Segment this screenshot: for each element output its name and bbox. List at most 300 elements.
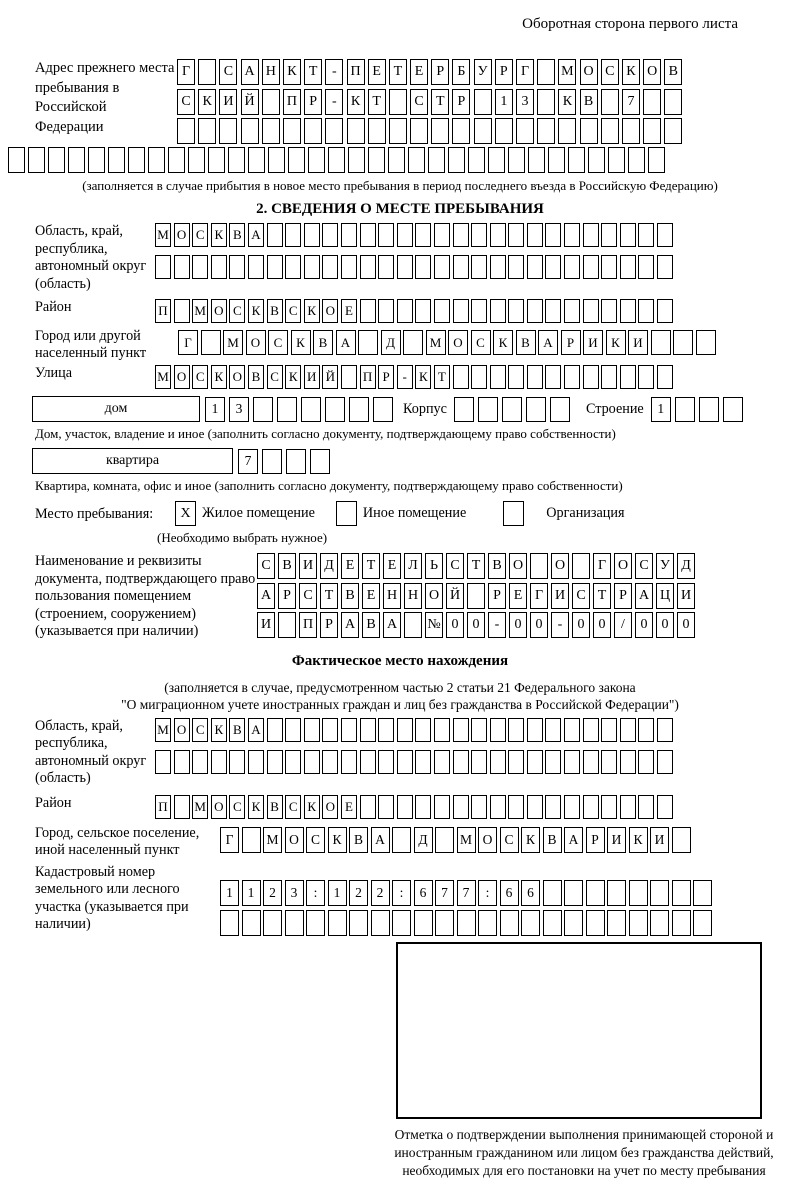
char-cell[interactable]: Е xyxy=(410,59,428,85)
char-cell[interactable]: К xyxy=(285,365,301,389)
char-cell[interactable]: 1 xyxy=(651,397,671,422)
char-cell[interactable] xyxy=(242,827,261,853)
char-cell[interactable] xyxy=(198,118,216,144)
char-cell[interactable]: Г xyxy=(530,583,548,609)
char-cell[interactable] xyxy=(586,910,605,936)
char-cell[interactable]: О xyxy=(174,365,190,389)
char-cell[interactable] xyxy=(527,750,543,774)
checkbox-other-premises[interactable] xyxy=(336,501,357,526)
char-cell[interactable] xyxy=(657,255,673,279)
char-cell[interactable] xyxy=(568,147,585,173)
char-cell[interactable]: К xyxy=(198,89,216,115)
char-cell[interactable]: 1 xyxy=(205,397,225,422)
char-cell[interactable]: Е xyxy=(509,583,527,609)
char-cell[interactable] xyxy=(457,910,476,936)
char-cell[interactable] xyxy=(211,255,227,279)
char-cell[interactable] xyxy=(478,910,497,936)
char-cell[interactable]: К xyxy=(304,795,320,819)
char-cell[interactable] xyxy=(219,118,237,144)
char-cell[interactable]: Й xyxy=(241,89,259,115)
char-cell[interactable]: Д xyxy=(381,330,401,355)
char-cell[interactable] xyxy=(415,223,431,247)
char-cell[interactable]: С xyxy=(192,223,208,247)
char-cell[interactable]: П xyxy=(299,612,317,638)
char-cell[interactable]: В xyxy=(278,553,296,579)
char-cell[interactable] xyxy=(177,118,195,144)
char-cell[interactable]: С xyxy=(192,365,208,389)
char-cell[interactable]: 1 xyxy=(242,880,261,906)
char-cell[interactable]: К xyxy=(521,827,540,853)
char-cell[interactable] xyxy=(545,718,561,742)
char-cell[interactable] xyxy=(148,147,165,173)
char-cell[interactable] xyxy=(434,795,450,819)
char-cell[interactable] xyxy=(601,89,619,115)
char-cell[interactable] xyxy=(453,718,469,742)
char-cell[interactable]: М xyxy=(155,365,171,389)
char-cell[interactable] xyxy=(620,223,636,247)
char-cell[interactable] xyxy=(643,89,661,115)
char-cell[interactable] xyxy=(392,827,411,853)
char-cell[interactable] xyxy=(601,223,617,247)
char-cell[interactable] xyxy=(322,718,338,742)
char-cell[interactable] xyxy=(648,147,665,173)
char-cell[interactable]: Н xyxy=(262,59,280,85)
char-cell[interactable] xyxy=(341,750,357,774)
char-cell[interactable]: Е xyxy=(341,299,357,323)
char-cell[interactable] xyxy=(452,118,470,144)
char-cell[interactable] xyxy=(490,718,506,742)
char-cell[interactable] xyxy=(388,147,405,173)
char-cell[interactable] xyxy=(378,750,394,774)
char-cell[interactable]: О xyxy=(174,223,190,247)
char-cell[interactable] xyxy=(435,827,454,853)
char-cell[interactable]: В xyxy=(313,330,333,355)
char-cell[interactable]: И xyxy=(650,827,669,853)
char-cell[interactable] xyxy=(268,147,285,173)
char-cell[interactable]: Т xyxy=(304,59,322,85)
char-cell[interactable] xyxy=(490,795,506,819)
char-cell[interactable] xyxy=(283,118,301,144)
char-cell[interactable] xyxy=(368,147,385,173)
char-cell[interactable]: В xyxy=(229,223,245,247)
char-cell[interactable] xyxy=(490,299,506,323)
char-cell[interactable]: О xyxy=(425,583,443,609)
char-cell[interactable] xyxy=(198,59,216,85)
char-cell[interactable]: Р xyxy=(495,59,513,85)
char-cell[interactable] xyxy=(454,397,474,422)
char-cell[interactable]: М xyxy=(457,827,476,853)
char-cell[interactable]: И xyxy=(551,583,569,609)
char-cell[interactable]: Е xyxy=(383,553,401,579)
char-cell[interactable] xyxy=(675,397,695,422)
char-cell[interactable] xyxy=(415,718,431,742)
char-cell[interactable] xyxy=(564,795,580,819)
char-cell[interactable] xyxy=(564,718,580,742)
char-cell[interactable]: Р xyxy=(378,365,394,389)
char-cell[interactable] xyxy=(304,255,320,279)
char-cell[interactable] xyxy=(453,365,469,389)
char-cell[interactable]: 0 xyxy=(467,612,485,638)
char-cell[interactable]: М xyxy=(155,718,171,742)
char-cell[interactable] xyxy=(378,299,394,323)
char-cell[interactable] xyxy=(583,795,599,819)
char-cell[interactable] xyxy=(601,255,617,279)
char-cell[interactable]: И xyxy=(583,330,603,355)
char-cell[interactable] xyxy=(620,255,636,279)
char-cell[interactable]: Р xyxy=(278,583,296,609)
char-cell[interactable] xyxy=(723,397,743,422)
char-cell[interactable] xyxy=(404,612,422,638)
char-cell[interactable]: К xyxy=(211,365,227,389)
char-cell[interactable] xyxy=(657,299,673,323)
char-cell[interactable] xyxy=(586,880,605,906)
char-cell[interactable] xyxy=(434,299,450,323)
char-cell[interactable]: У xyxy=(656,553,674,579)
char-cell[interactable] xyxy=(192,255,208,279)
char-cell[interactable] xyxy=(341,365,357,389)
char-cell[interactable]: С xyxy=(601,59,619,85)
char-cell[interactable] xyxy=(28,147,45,173)
char-cell[interactable] xyxy=(657,750,673,774)
char-cell[interactable]: Т xyxy=(368,89,386,115)
char-cell[interactable]: П xyxy=(155,299,171,323)
char-cell[interactable] xyxy=(537,89,555,115)
char-cell[interactable]: К xyxy=(347,89,365,115)
char-cell[interactable]: К xyxy=(283,59,301,85)
char-cell[interactable] xyxy=(588,147,605,173)
char-cell[interactable]: В xyxy=(664,59,682,85)
char-cell[interactable]: - xyxy=(551,612,569,638)
char-cell[interactable]: Т xyxy=(362,553,380,579)
char-cell[interactable] xyxy=(301,397,321,422)
char-cell[interactable] xyxy=(288,147,305,173)
char-cell[interactable] xyxy=(397,750,413,774)
char-cell[interactable]: С xyxy=(257,553,275,579)
char-cell[interactable]: В xyxy=(543,827,562,853)
char-cell[interactable]: П xyxy=(155,795,171,819)
char-cell[interactable]: 1 xyxy=(220,880,239,906)
char-cell[interactable] xyxy=(248,255,264,279)
char-cell[interactable] xyxy=(638,718,654,742)
char-cell[interactable] xyxy=(306,910,325,936)
char-cell[interactable]: Д xyxy=(414,827,433,853)
char-cell[interactable] xyxy=(527,255,543,279)
char-cell[interactable]: С xyxy=(410,89,428,115)
char-cell[interactable]: М xyxy=(155,223,171,247)
char-cell[interactable]: 6 xyxy=(500,880,519,906)
char-cell[interactable] xyxy=(545,795,561,819)
char-cell[interactable]: 2 xyxy=(263,880,282,906)
char-cell[interactable] xyxy=(304,223,320,247)
char-cell[interactable] xyxy=(415,255,431,279)
char-cell[interactable]: Д xyxy=(320,553,338,579)
char-cell[interactable] xyxy=(453,750,469,774)
char-cell[interactable]: С xyxy=(500,827,519,853)
char-cell[interactable]: 0 xyxy=(635,612,653,638)
char-cell[interactable] xyxy=(545,255,561,279)
char-cell[interactable] xyxy=(267,223,283,247)
char-cell[interactable]: А xyxy=(241,59,259,85)
char-cell[interactable] xyxy=(397,255,413,279)
char-cell[interactable] xyxy=(564,223,580,247)
checkbox-residential[interactable]: X xyxy=(175,501,196,526)
char-cell[interactable]: С xyxy=(471,330,491,355)
char-cell[interactable] xyxy=(360,299,376,323)
char-cell[interactable] xyxy=(267,750,283,774)
char-cell[interactable]: М xyxy=(192,299,208,323)
char-cell[interactable] xyxy=(434,718,450,742)
char-cell[interactable]: Р xyxy=(431,59,449,85)
char-cell[interactable]: Т xyxy=(320,583,338,609)
char-cell[interactable]: 7 xyxy=(435,880,454,906)
char-cell[interactable]: 7 xyxy=(238,449,258,474)
char-cell[interactable]: 6 xyxy=(521,880,540,906)
char-cell[interactable] xyxy=(537,59,555,85)
char-cell[interactable]: С xyxy=(229,299,245,323)
char-cell[interactable]: С xyxy=(635,553,653,579)
char-cell[interactable] xyxy=(545,750,561,774)
char-cell[interactable] xyxy=(304,118,322,144)
char-cell[interactable] xyxy=(414,910,433,936)
char-cell[interactable] xyxy=(304,750,320,774)
char-cell[interactable] xyxy=(108,147,125,173)
char-cell[interactable]: И xyxy=(299,553,317,579)
char-cell[interactable]: В xyxy=(267,795,283,819)
char-cell[interactable] xyxy=(155,255,171,279)
char-cell[interactable]: Е xyxy=(362,583,380,609)
char-cell[interactable] xyxy=(241,118,259,144)
char-cell[interactable] xyxy=(490,223,506,247)
char-cell[interactable] xyxy=(601,365,617,389)
char-cell[interactable] xyxy=(638,365,654,389)
char-cell[interactable]: : xyxy=(478,880,497,906)
char-cell[interactable]: К xyxy=(493,330,513,355)
char-cell[interactable]: К xyxy=(606,330,626,355)
char-cell[interactable]: М xyxy=(263,827,282,853)
char-cell[interactable] xyxy=(508,750,524,774)
char-cell[interactable]: Ь xyxy=(425,553,443,579)
char-cell[interactable]: Р xyxy=(586,827,605,853)
char-cell[interactable]: И xyxy=(219,89,237,115)
char-cell[interactable]: Й xyxy=(322,365,338,389)
char-cell[interactable]: И xyxy=(607,827,626,853)
char-cell[interactable]: О xyxy=(580,59,598,85)
char-cell[interactable]: Г xyxy=(220,827,239,853)
char-cell[interactable] xyxy=(468,147,485,173)
char-cell[interactable] xyxy=(378,718,394,742)
char-cell[interactable]: К xyxy=(629,827,648,853)
char-cell[interactable]: С xyxy=(267,365,283,389)
char-cell[interactable] xyxy=(471,255,487,279)
char-cell[interactable] xyxy=(521,910,540,936)
char-cell[interactable]: 3 xyxy=(285,880,304,906)
char-cell[interactable]: А xyxy=(336,330,356,355)
char-cell[interactable]: / xyxy=(614,612,632,638)
char-cell[interactable]: Р xyxy=(452,89,470,115)
char-cell[interactable] xyxy=(583,255,599,279)
char-cell[interactable]: К xyxy=(328,827,347,853)
char-cell[interactable]: Г xyxy=(593,553,611,579)
char-cell[interactable] xyxy=(664,89,682,115)
char-cell[interactable] xyxy=(242,910,261,936)
char-cell[interactable] xyxy=(349,910,368,936)
char-cell[interactable]: Е xyxy=(341,795,357,819)
char-cell[interactable]: В xyxy=(516,330,536,355)
char-cell[interactable] xyxy=(601,718,617,742)
char-cell[interactable] xyxy=(397,299,413,323)
char-cell[interactable] xyxy=(650,880,669,906)
char-cell[interactable]: Р xyxy=(488,583,506,609)
char-cell[interactable] xyxy=(229,750,245,774)
char-cell[interactable] xyxy=(211,750,227,774)
char-cell[interactable] xyxy=(545,299,561,323)
char-cell[interactable] xyxy=(155,750,171,774)
char-cell[interactable] xyxy=(360,750,376,774)
char-cell[interactable] xyxy=(285,718,301,742)
char-cell[interactable] xyxy=(508,255,524,279)
char-cell[interactable] xyxy=(471,795,487,819)
char-cell[interactable] xyxy=(262,118,280,144)
char-cell[interactable] xyxy=(495,118,513,144)
char-cell[interactable]: Р xyxy=(614,583,632,609)
char-cell[interactable]: К xyxy=(304,299,320,323)
char-cell[interactable]: 7 xyxy=(622,89,640,115)
char-cell[interactable] xyxy=(548,147,565,173)
char-cell[interactable]: № xyxy=(425,612,443,638)
char-cell[interactable] xyxy=(527,299,543,323)
char-cell[interactable] xyxy=(628,147,645,173)
char-cell[interactable] xyxy=(168,147,185,173)
char-cell[interactable] xyxy=(543,910,562,936)
char-cell[interactable] xyxy=(638,750,654,774)
char-cell[interactable] xyxy=(583,223,599,247)
char-cell[interactable] xyxy=(428,147,445,173)
char-cell[interactable] xyxy=(471,718,487,742)
char-cell[interactable] xyxy=(583,750,599,774)
char-cell[interactable]: У xyxy=(474,59,492,85)
char-cell[interactable]: П xyxy=(283,89,301,115)
char-cell[interactable] xyxy=(310,449,330,474)
char-cell[interactable] xyxy=(358,330,378,355)
char-cell[interactable] xyxy=(643,118,661,144)
char-cell[interactable] xyxy=(341,718,357,742)
char-cell[interactable] xyxy=(415,795,431,819)
char-cell[interactable] xyxy=(304,718,320,742)
char-cell[interactable]: С xyxy=(229,795,245,819)
char-cell[interactable] xyxy=(322,255,338,279)
char-cell[interactable]: О xyxy=(551,553,569,579)
char-cell[interactable] xyxy=(502,397,522,422)
char-cell[interactable]: 6 xyxy=(414,880,433,906)
char-cell[interactable]: 2 xyxy=(371,880,390,906)
char-cell[interactable]: 0 xyxy=(446,612,464,638)
char-cell[interactable] xyxy=(415,750,431,774)
char-cell[interactable]: В xyxy=(349,827,368,853)
char-cell[interactable]: К xyxy=(211,718,227,742)
char-cell[interactable] xyxy=(490,750,506,774)
char-cell[interactable] xyxy=(500,910,519,936)
char-cell[interactable] xyxy=(408,147,425,173)
char-cell[interactable]: О xyxy=(322,299,338,323)
char-cell[interactable]: И xyxy=(304,365,320,389)
char-cell[interactable] xyxy=(467,583,485,609)
char-cell[interactable]: С xyxy=(285,299,301,323)
char-cell[interactable] xyxy=(325,118,343,144)
char-cell[interactable] xyxy=(478,397,498,422)
char-cell[interactable] xyxy=(657,718,673,742)
char-cell[interactable] xyxy=(128,147,145,173)
char-cell[interactable]: О xyxy=(322,795,338,819)
char-cell[interactable]: О xyxy=(509,553,527,579)
char-cell[interactable] xyxy=(267,718,283,742)
char-cell[interactable] xyxy=(360,718,376,742)
char-cell[interactable]: Т xyxy=(467,553,485,579)
char-cell[interactable] xyxy=(403,330,423,355)
char-cell[interactable]: Г xyxy=(178,330,198,355)
char-cell[interactable] xyxy=(378,223,394,247)
char-cell[interactable] xyxy=(657,223,673,247)
char-cell[interactable] xyxy=(527,795,543,819)
char-cell[interactable]: С xyxy=(268,330,288,355)
char-cell[interactable]: С xyxy=(299,583,317,609)
char-cell[interactable]: - xyxy=(488,612,506,638)
char-cell[interactable] xyxy=(285,255,301,279)
char-cell[interactable] xyxy=(601,750,617,774)
char-cell[interactable] xyxy=(278,612,296,638)
char-cell[interactable]: О xyxy=(614,553,632,579)
char-cell[interactable]: И xyxy=(257,612,275,638)
char-cell[interactable]: С xyxy=(219,59,237,85)
char-cell[interactable] xyxy=(608,147,625,173)
char-cell[interactable] xyxy=(392,910,411,936)
char-cell[interactable]: В xyxy=(362,612,380,638)
char-cell[interactable] xyxy=(434,223,450,247)
char-cell[interactable] xyxy=(564,880,583,906)
char-cell[interactable]: А xyxy=(635,583,653,609)
char-cell[interactable] xyxy=(378,795,394,819)
char-cell[interactable] xyxy=(286,449,306,474)
char-cell[interactable] xyxy=(397,223,413,247)
char-cell[interactable]: Т xyxy=(431,89,449,115)
char-cell[interactable]: В xyxy=(248,365,264,389)
char-cell[interactable] xyxy=(471,750,487,774)
char-cell[interactable] xyxy=(188,147,205,173)
char-cell[interactable] xyxy=(368,118,386,144)
char-cell[interactable]: М xyxy=(192,795,208,819)
char-cell[interactable] xyxy=(471,299,487,323)
char-cell[interactable] xyxy=(564,299,580,323)
char-cell[interactable] xyxy=(453,255,469,279)
char-cell[interactable] xyxy=(267,255,283,279)
char-cell[interactable] xyxy=(620,299,636,323)
char-cell[interactable] xyxy=(564,255,580,279)
char-cell[interactable]: О xyxy=(643,59,661,85)
char-cell[interactable]: С xyxy=(446,553,464,579)
char-cell[interactable]: 0 xyxy=(656,612,674,638)
char-cell[interactable] xyxy=(696,330,716,355)
char-cell[interactable] xyxy=(378,255,394,279)
char-cell[interactable] xyxy=(657,795,673,819)
char-cell[interactable]: - xyxy=(397,365,413,389)
char-cell[interactable] xyxy=(545,365,561,389)
char-cell[interactable] xyxy=(607,910,626,936)
char-cell[interactable] xyxy=(490,255,506,279)
char-cell[interactable] xyxy=(325,397,345,422)
char-cell[interactable] xyxy=(263,910,282,936)
char-cell[interactable]: С xyxy=(306,827,325,853)
char-cell[interactable] xyxy=(545,223,561,247)
char-cell[interactable]: 3 xyxy=(516,89,534,115)
